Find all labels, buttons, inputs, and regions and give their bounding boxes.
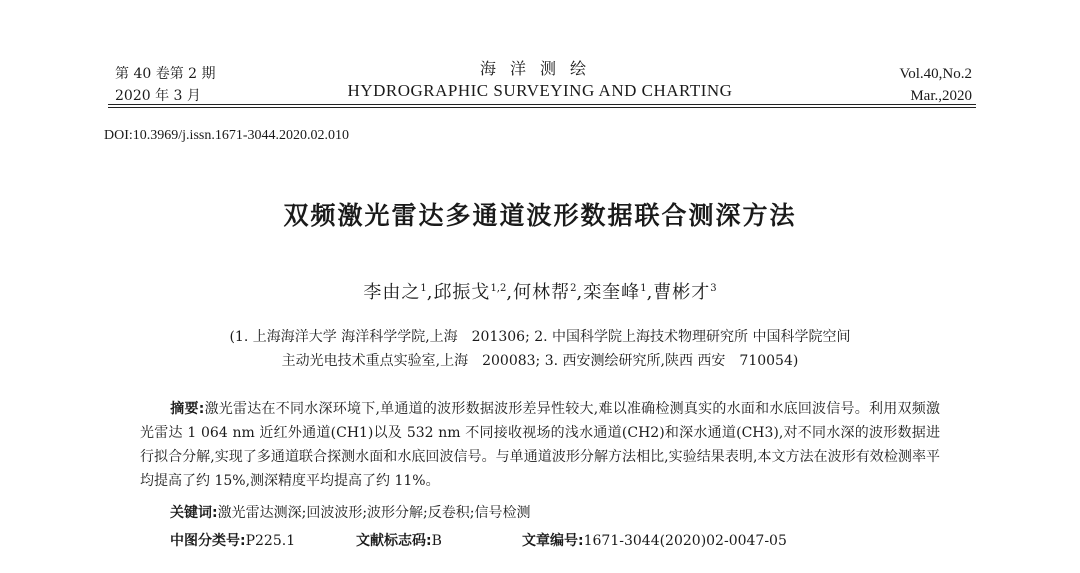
author-name: 邱振戈 [433,282,491,303]
header-rule-thin [108,107,976,108]
doi: DOI:10.3969/j.issn.1671-3044.2020.02.010 [104,128,349,143]
paper-title: 双频激光雷达多通道波形数据联合测深方法 [283,201,797,230]
document-code-label: 文献标志码: [356,533,432,549]
author-affiliation-mark: 1 [640,283,647,294]
clc-value: P225.1 [245,533,296,549]
date-en: Mar.,2020 [910,88,972,104]
abstract-text: 激光雷达在不同水深环境下,单通道的波形数据波形差异性较大,难以准确检测真实的水面和水底回波信号。利用双频激光雷达 1 064 nm 近红外通道(CH1)以及 532 nm 不同接收视场的浅水通道(CH2)和深水通道(CH3),对不同水深的波形数据进行拟合分解,实现了多通道联合探测水面和水底回波信号。与单通道波形分解方法相比,实验结果表明,本文方法在波形有效检测率平均提高了约 15%,测深精度平均提高了约 11%。 [140,401,940,489]
affiliation-line-2: 主动光电技术重点实验室,上海 200083; 3. 西安测绘研究所,陕西 西安 710054) [281,353,799,369]
author-list: 李由之$^1$,邱振戈$^{1,2}$,何林帮$^2$,栾奎峰$^1$,曹彬才$^3$ [363,282,717,303]
clc-label: 中图分类号: [170,533,246,549]
author-name: 栾奎峰 [583,282,641,303]
affiliation-line-1: (1. 上海海洋大学 海洋科学学院,上海 201306; 2. 中国科学院上海技术物理研究所 中国科学院空间 [229,329,851,345]
keywords [170,502,530,522]
author-name: 何林帮 [513,282,571,303]
article-number-label: 文章编号: [522,533,584,549]
author-name: 曹彬才 [653,282,711,303]
author-affiliation-mark: 1,2 [490,283,507,294]
header-rule-thick [108,104,976,105]
abstract [140,397,940,493]
document-code [356,530,442,550]
article-number-value: 1671-3044(2020)02-0047-05 [583,533,787,549]
author-affiliation-mark: 3 [710,283,717,294]
abstract-label: 摘要: [170,401,205,417]
article-number [522,530,787,550]
clc-number [170,530,295,550]
author-name: 李由之 [363,282,421,303]
volume-issue-en: Vol.40,No.2 [899,66,972,82]
author-affiliation-mark: 1 [420,283,427,294]
keywords-label: 关键词: [170,505,218,521]
journal-name-cn: 海洋测绘 [479,59,600,78]
author-affiliation-mark: 2 [570,283,577,294]
journal-name-en: HYDROGRAPHIC SURVEYING AND CHARTING [347,81,733,100]
volume-issue-cn: 第 40 卷第 2 期 [115,66,216,82]
document-code-value: B [431,533,442,549]
date-cn: 2020 年 3 月 [115,88,201,104]
journal-issue-en [899,63,972,107]
keywords-text: 激光雷达测深;回波波形;波形分解;反卷积;信号检测 [217,505,531,521]
